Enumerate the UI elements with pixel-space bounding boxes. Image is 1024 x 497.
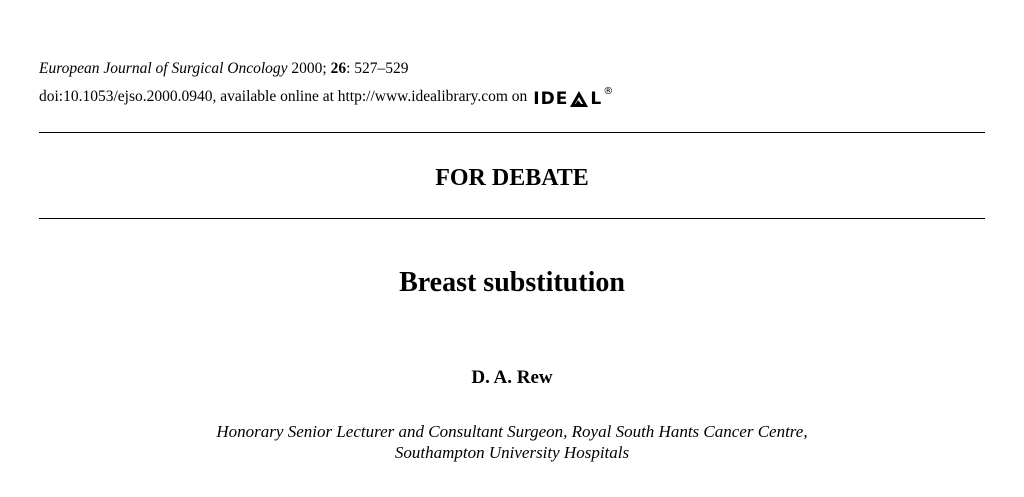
journal-year: 2000; <box>291 60 327 77</box>
affiliation-line-1: Honorary Senior Lecturer and Consultant Surgeon, Royal South Hants Cancer Centre, <box>216 422 808 441</box>
ideal-logo <box>533 88 613 108</box>
journal-volume: 26 <box>330 60 347 77</box>
journal-citation <box>39 59 409 79</box>
bottom-rule-divider <box>39 218 985 219</box>
section-label: FOR DEBATE <box>435 165 589 191</box>
ideal-logo-letters-left: IDE <box>533 89 569 109</box>
ideal-triangle-logo-icon <box>569 90 589 108</box>
article-title: Breast substitution <box>399 267 625 298</box>
author-affiliation <box>0 421 1024 463</box>
affiliation-line-2: Southampton University Hospitals <box>394 443 630 462</box>
top-rule-divider <box>39 132 985 133</box>
journal-pages: : 527–529 <box>346 60 409 77</box>
doi-line <box>39 87 613 107</box>
ideal-logo-letters-right: L <box>590 89 603 109</box>
registered-mark: ® <box>603 86 614 97</box>
journal-name: European Journal of Surgical Oncology <box>39 60 288 77</box>
doi-text: doi:10.1053/ejso.2000.0940, available online at http://www.idealibrary.com on <box>39 88 528 105</box>
author-name: D. A. Rew <box>471 367 553 388</box>
